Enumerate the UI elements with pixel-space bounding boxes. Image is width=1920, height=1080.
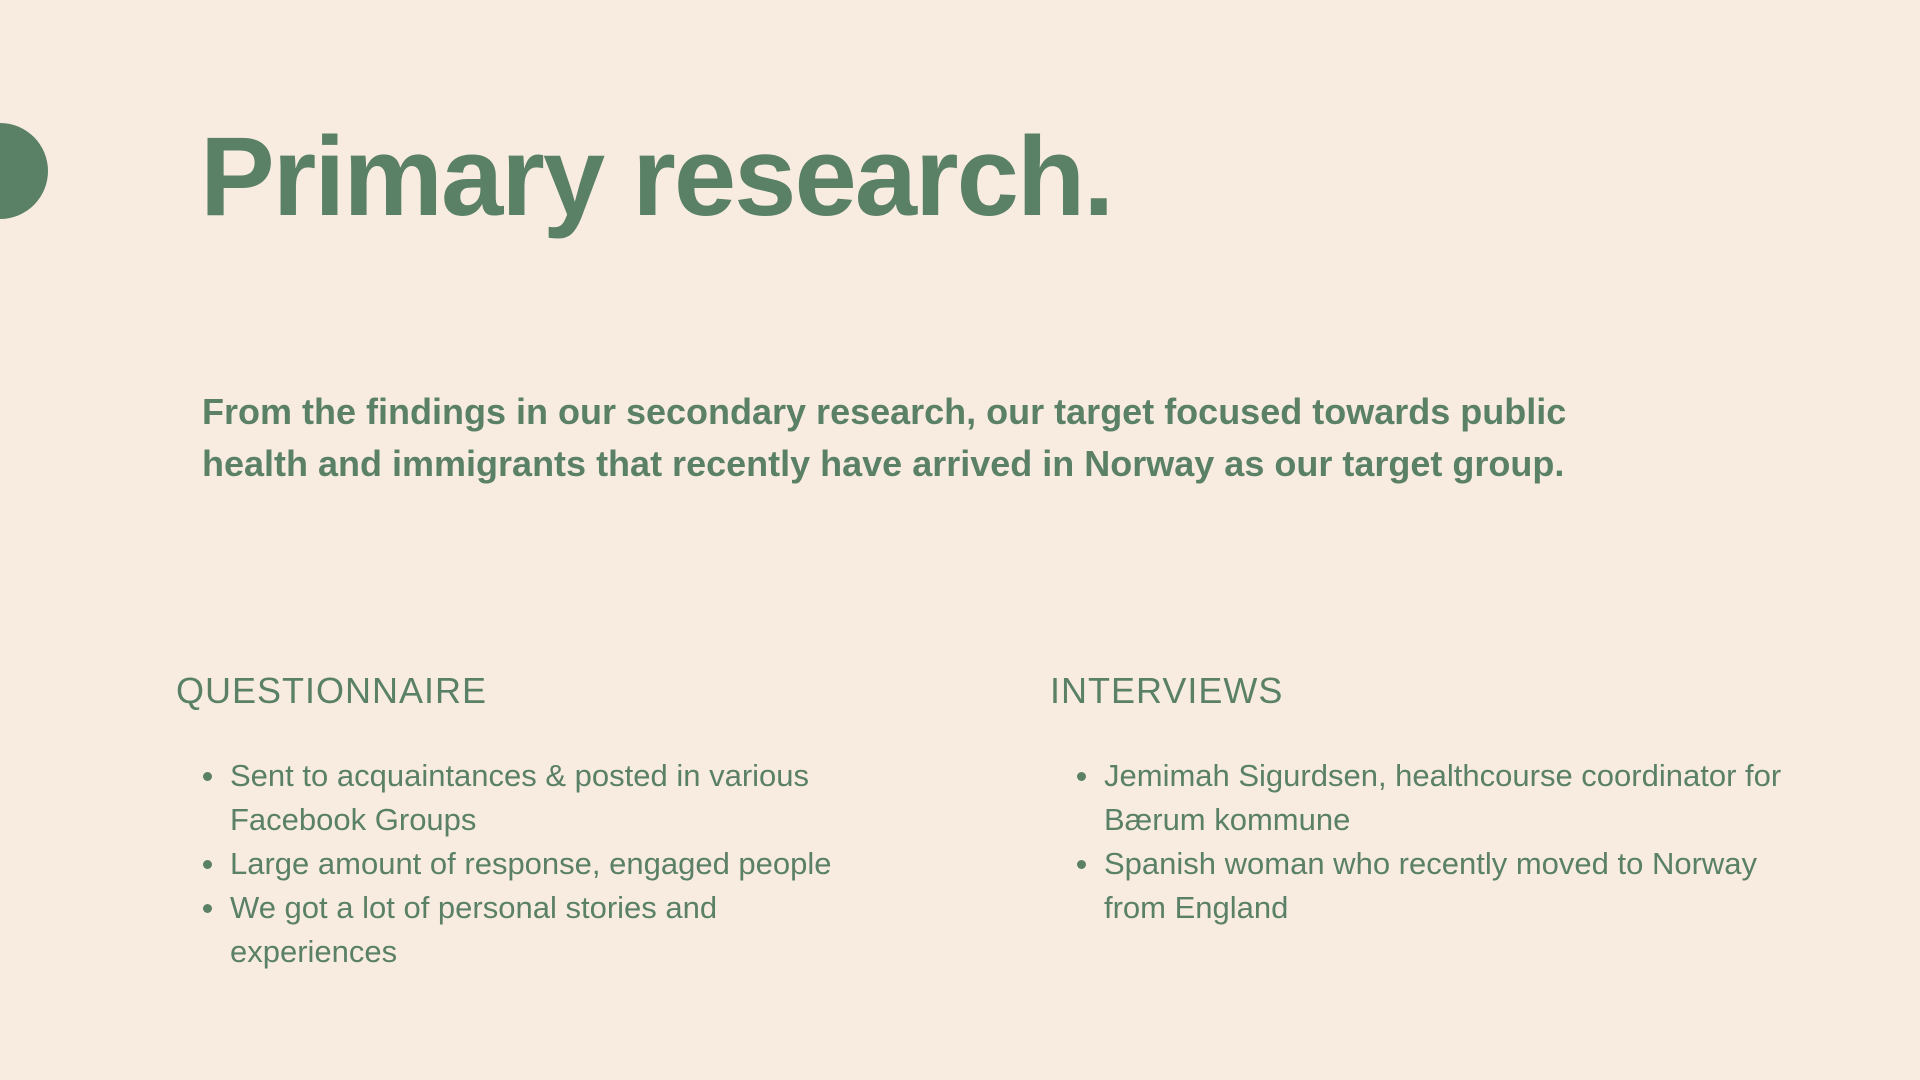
bullet-dot-icon bbox=[203, 904, 212, 913]
bullet-dot-icon bbox=[203, 772, 212, 781]
bullet-dot-icon bbox=[203, 860, 212, 869]
questionnaire-list bbox=[176, 754, 876, 974]
slide-title: Primary research. bbox=[200, 114, 1113, 239]
list-item-text: We got a lot of personal stories and experiences bbox=[230, 890, 718, 969]
interviews-list bbox=[1050, 754, 1810, 930]
list-item bbox=[230, 886, 876, 974]
bullet-dot-icon bbox=[1077, 860, 1086, 869]
interviews-heading: INTERVIEWS bbox=[1050, 670, 1284, 711]
list-item bbox=[230, 754, 876, 842]
list-item-text: Jemimah Sigurdsen, healthcourse coordinator for Bærum kommune bbox=[1104, 758, 1782, 837]
questionnaire-section bbox=[176, 664, 876, 974]
list-item-text: Large amount of response, engaged people bbox=[230, 846, 832, 881]
list-item-text: Sent to acquaintances & posted in various Facebook Groups bbox=[230, 758, 810, 837]
questionnaire-heading: QUESTIONNAIRE bbox=[176, 670, 488, 711]
list-item-text: Spanish woman who recently moved to Norway from England bbox=[1104, 846, 1758, 925]
list-item bbox=[1104, 842, 1810, 930]
bullet-dot-icon bbox=[1077, 772, 1086, 781]
list-item bbox=[230, 842, 876, 886]
list-item bbox=[1104, 754, 1810, 842]
interviews-section bbox=[1050, 664, 1810, 930]
intro-paragraph: From the findings in our secondary research, our target focused towards public health and immigrants that recently have arrived in Norway as our target group. bbox=[202, 391, 1567, 484]
decorative-half-circle bbox=[0, 123, 48, 219]
